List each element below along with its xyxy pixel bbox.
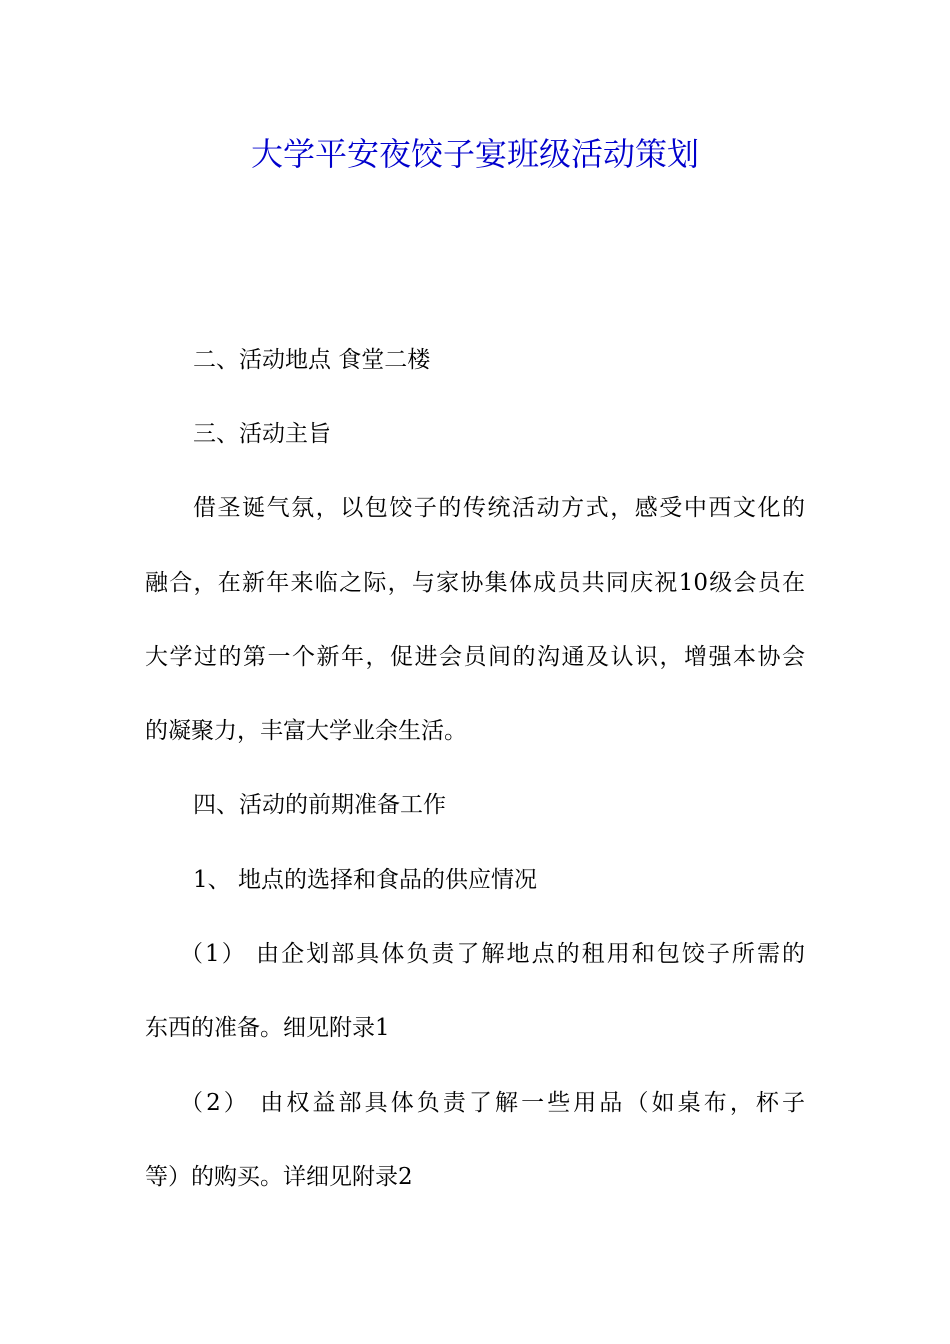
document-title: 大学平安夜饺子宴班级活动策划 xyxy=(250,135,699,173)
section-location: 二、活动地点 食堂二楼 xyxy=(193,347,431,373)
item-2-line-1: （2） 由权益部具体负责了解一些用品（如桌布，杯子 xyxy=(180,1090,805,1116)
item-2-line-2: 等）的购买。详细见附录2 xyxy=(145,1164,413,1190)
item-1-line-2: 东西的准备。细见附录1 xyxy=(145,1015,390,1041)
purpose-paragraph-line-2: 融合，在新年来临之际，与家协集体成员共同庆祝10级会员在 xyxy=(145,570,805,596)
section-preparation-heading: 四、活动的前期准备工作 xyxy=(193,792,446,818)
item-1-line-1: （1） 由企划部具体负责了解地点的租用和包饺子所需的 xyxy=(180,941,805,967)
purpose-paragraph-line-3: 大学过的第一个新年，促进会员间的沟通及认识，增强本协会 xyxy=(145,644,805,670)
purpose-paragraph-line-1: 借圣诞气氛，以包饺子的传统活动方式，感受中西文化的 xyxy=(193,495,805,521)
section-purpose-heading: 三、活动主旨 xyxy=(193,421,331,447)
subsection-location-supply: 1、 地点的选择和食品的供应情况 xyxy=(193,867,537,893)
purpose-paragraph-line-4: 的凝聚力，丰富大学业余生活。 xyxy=(145,718,467,744)
